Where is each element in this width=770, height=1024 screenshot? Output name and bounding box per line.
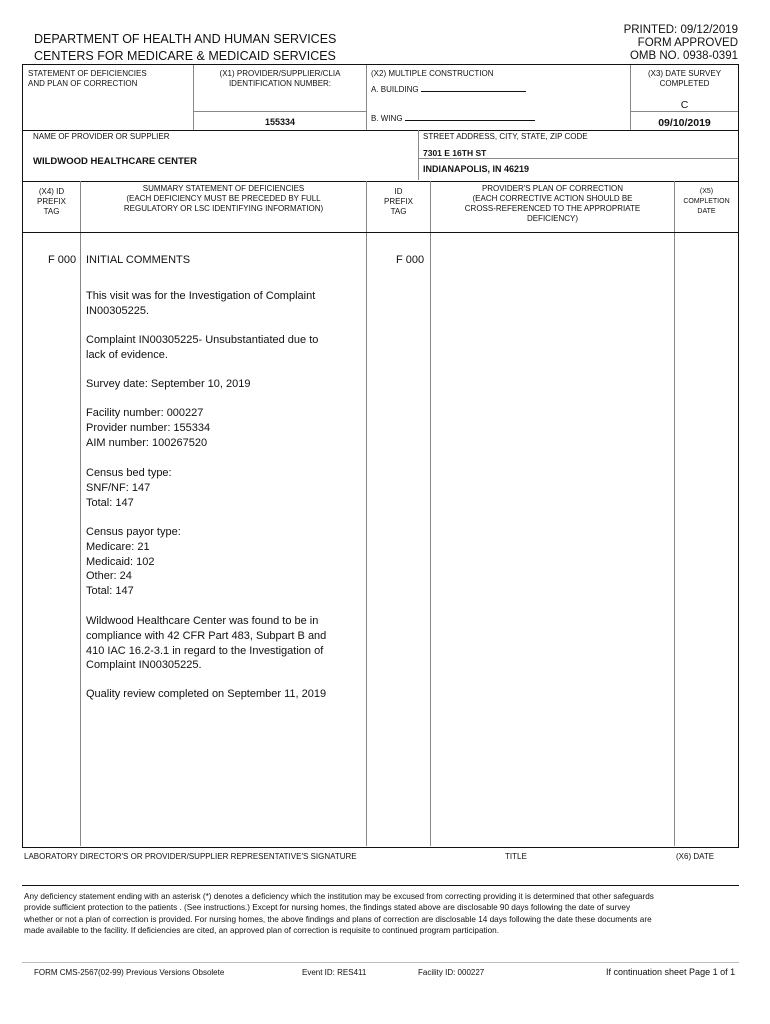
paragraph-quality-review: Quality review completed on September 11, 2019	[86, 688, 327, 700]
address-label: STREET ADDRESS, CITY, STATE, ZIP CODE	[423, 132, 588, 141]
city-state-zip: INDIANAPOLIS, IN 46219	[423, 164, 530, 174]
x4-column-header: (X4) ID PREFIX TAG	[37, 187, 66, 216]
paragraph-complaint: Complaint IN00305225- Unsubstantiated due to lack of evidence.	[86, 334, 319, 361]
paragraph-facility-numbers: Facility number: 000227 Provider number: 155334 AIM number: 100267520	[86, 407, 211, 449]
building-field: A. BUILDING	[371, 85, 526, 95]
centers-title: CENTERS FOR MEDICARE & MEDICAID SERVICES	[34, 49, 336, 63]
provider-box	[22, 130, 739, 182]
facility-id: Facility ID: 000227	[418, 968, 485, 977]
identification-box	[22, 64, 739, 131]
initial-comments-heading: INITIAL COMMENTS	[86, 254, 191, 266]
deficiency-table	[22, 181, 739, 848]
signature-divider	[22, 885, 739, 886]
paragraph-survey-date: Survey date: September 10, 2019	[86, 378, 251, 390]
department-title: DEPARTMENT OF HEALTH AND HUMAN SERVICES	[34, 32, 337, 46]
form-number: FORM CMS-2567(02-99) Previous Versions Obsolete	[34, 968, 225, 977]
prefix-tag-right: F 000	[396, 254, 425, 266]
survey-code: C	[680, 99, 689, 111]
clia-label: (X1) PROVIDER/SUPPLIER/CLIA IDENTIFICATION NUMBER:	[219, 69, 341, 88]
provider-name: WILDWOOD HEALTHCARE CENTER	[33, 156, 197, 167]
footer-divider	[22, 962, 739, 963]
paragraph-investigation: This visit was for the Investigation of Complaint IN00305225.	[86, 290, 316, 317]
form-approved: FORM APPROVED	[637, 37, 738, 49]
wing-field: B. WING	[371, 114, 535, 124]
survey-completed-date: 09/10/2019	[658, 117, 711, 129]
provider-name-label: NAME OF PROVIDER OR SUPPLIER	[33, 132, 170, 141]
paragraph-census-bed: Census bed type: SNF/NF: 147 Total: 147	[86, 467, 172, 509]
street-address: 7301 E 16TH ST	[423, 148, 487, 158]
continuation-page: If continuation sheet Page 1 of 1	[606, 967, 736, 977]
event-id: Event ID: RES411	[302, 968, 367, 977]
summary-column-header: SUMMARY STATEMENT OF DEFICIENCIES (EACH DEFICIENCY MUST BE PRECEDED BY FULL REGULATORY OR LSC IDENTIFYING INFORMATION)	[123, 184, 324, 213]
signature-date-label: (X6) DATE	[676, 852, 715, 861]
id-column-header: ID PREFIX TAG	[384, 187, 413, 216]
date-survey-label: (X3) DATE SURVEY COMPLETED	[647, 69, 722, 88]
statement-label: STATEMENT OF DEFICIENCIES AND PLAN OF CORRECTION	[28, 69, 147, 88]
paragraph-compliance: Wildwood Healthcare Center was found to be in compliance with 42 CFR Part 483, Subpart B and 410 IAC 16.2-3.1 in regard to the Investigation of Complaint IN00305225.	[86, 615, 327, 672]
signature-label: LABORATORY DIRECTOR'S OR PROVIDER/SUPPLIER REPRESENTATIVE'S SIGNATURE	[24, 852, 357, 861]
provider-id-number: 155334	[264, 117, 296, 127]
plan-column-header: PROVIDER'S PLAN OF CORRECTION (EACH CORRECTIVE ACTION SHOULD BE CROSS-REFERENCED TO THE APPROPRIATE DEFICIENCY)	[464, 184, 641, 223]
title-label: TITLE	[505, 852, 527, 861]
multiple-construction-label: (X2) MULTIPLE CONSTRUCTION	[371, 69, 494, 78]
printed-date: PRINTED: 09/12/2019	[623, 24, 738, 36]
completion-column-header: (X5) COMPLETION DATE	[683, 188, 730, 215]
paragraph-census-payor: Census payor type: Medicare: 21 Medicaid: 102 Other: 24 Total: 147	[86, 526, 181, 598]
disclaimer-text: Any deficiency statement ending with an asterisk (*) denotes a deficiency which the institution may be excused from correcting providing it is determined that other safeguards provide sufficient protection to the patients . (See instructions.) Except for nursing homes, the findings stated above are disclosable 90 days following the date of survey whether or not a plan of correction is provided. For nursing homes, the above findings and plans of correction are disclosable 14 days following the date these documents are made available to the facility. If deficiencies are cited, an approved plan of correction is requisite to continued program participation.	[24, 892, 654, 935]
prefix-tag-left: F 000	[48, 254, 77, 266]
omb-number: OMB NO. 0938-0391	[629, 50, 738, 62]
